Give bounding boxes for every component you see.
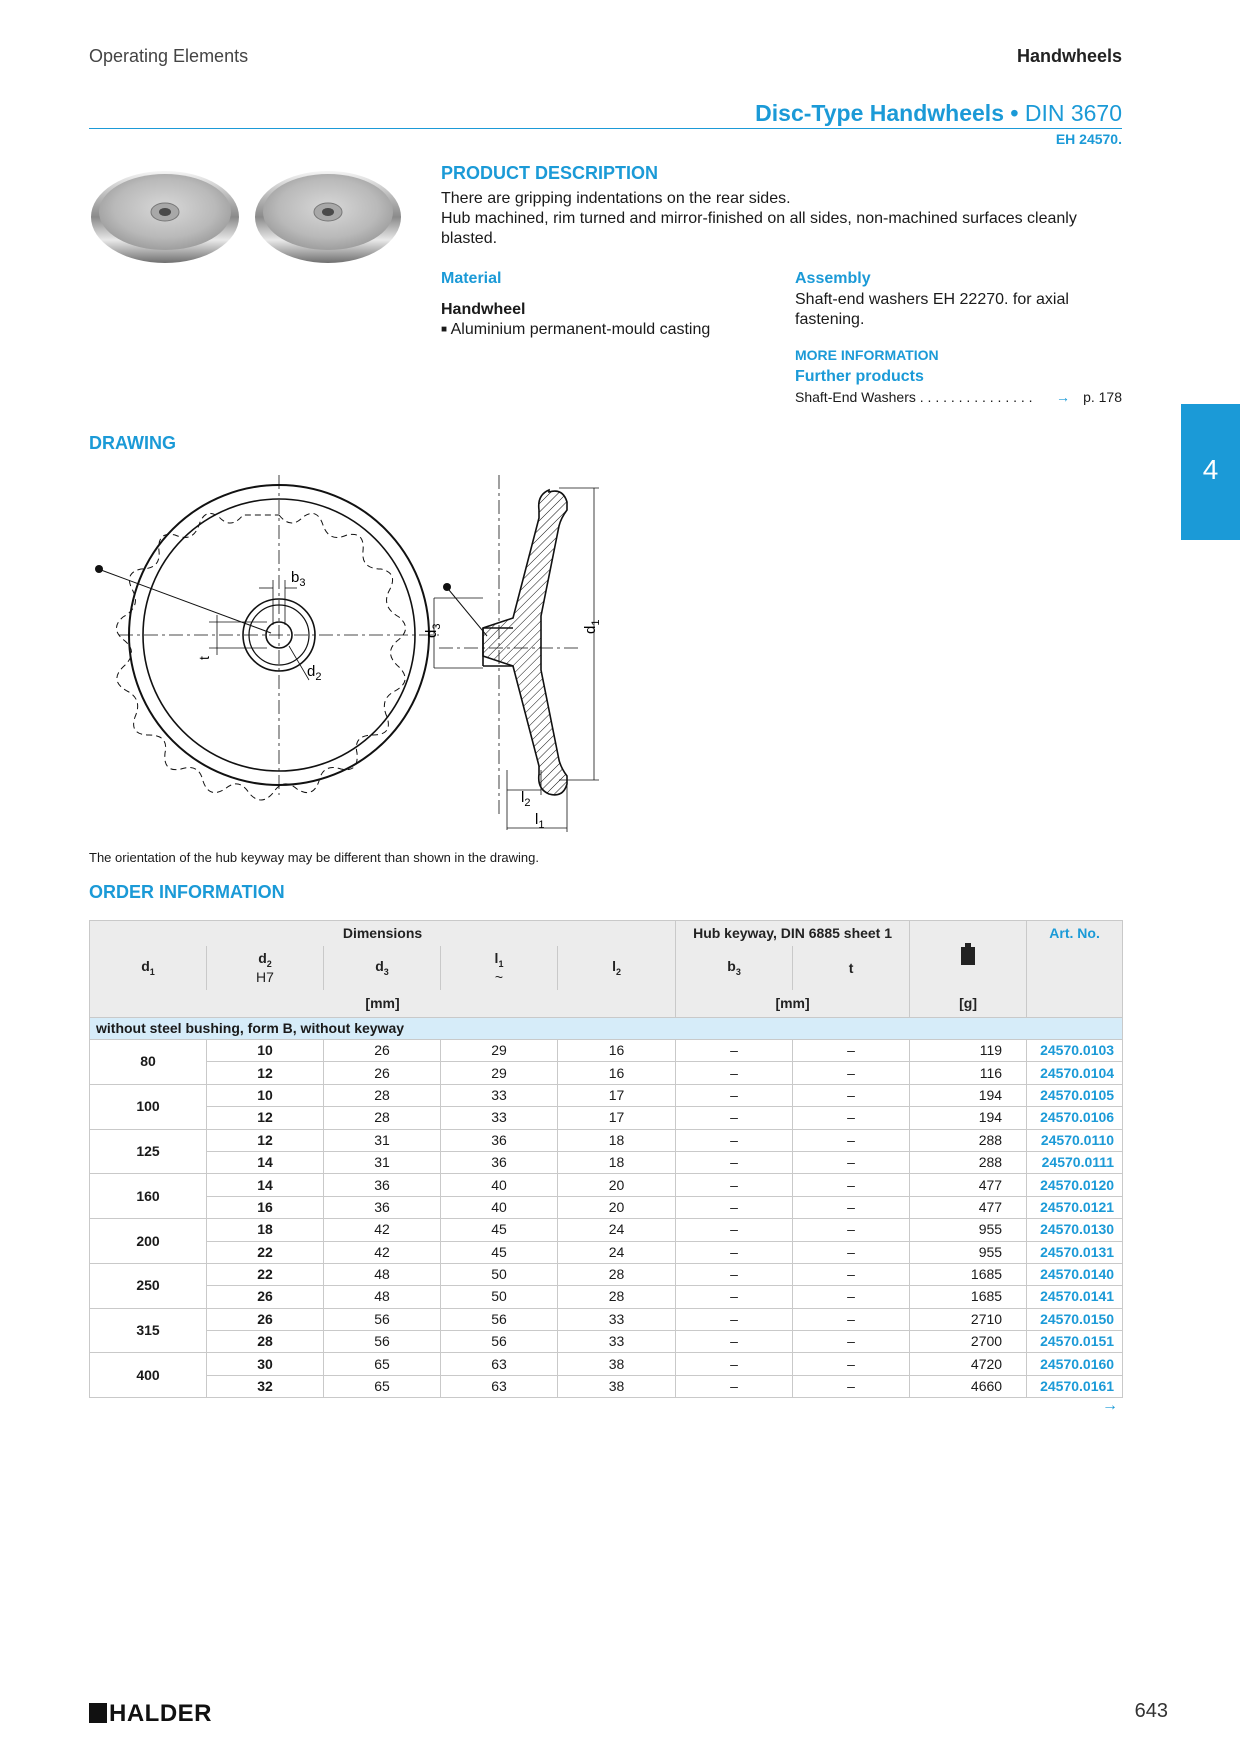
cell-weight: 2700 bbox=[910, 1331, 1027, 1353]
weight-header bbox=[910, 921, 1027, 990]
cell-b3: – bbox=[676, 1219, 793, 1241]
product-description-text bbox=[441, 189, 1121, 249]
bullet-icon: ■ bbox=[441, 324, 448, 335]
cell-t: – bbox=[793, 1129, 910, 1151]
label-l2: $l_2$ bbox=[521, 789, 531, 809]
cell-art-no[interactable]: 24570.0111 bbox=[1027, 1151, 1123, 1173]
cell-d2: 22 bbox=[207, 1263, 324, 1285]
cell-d1: 80 bbox=[90, 1040, 207, 1085]
cell-weight: 288 bbox=[910, 1151, 1027, 1173]
cell-l1: 63 bbox=[441, 1353, 558, 1375]
cell-l2: 33 bbox=[558, 1331, 676, 1353]
arrow-right-icon[interactable]: → bbox=[1056, 389, 1070, 405]
side-section-view bbox=[434, 475, 599, 832]
cell-b3: – bbox=[676, 1040, 793, 1062]
cell-t: – bbox=[793, 1174, 910, 1196]
cell-d1: 160 bbox=[90, 1174, 207, 1219]
cell-b3: – bbox=[676, 1375, 793, 1397]
cell-l1: 29 bbox=[441, 1040, 558, 1062]
label-t: t bbox=[196, 656, 212, 660]
col-l2-header: $l_2$ bbox=[558, 946, 676, 990]
table-row bbox=[90, 1286, 1123, 1308]
unit-mm-header: [mm] bbox=[90, 990, 676, 1018]
cell-d3: 31 bbox=[324, 1129, 441, 1151]
cell-d2: 28 bbox=[207, 1331, 324, 1353]
material-item-title: Handwheel bbox=[441, 301, 526, 318]
cell-b3: – bbox=[676, 1084, 793, 1106]
cell-weight: 1685 bbox=[910, 1286, 1027, 1308]
cell-weight: 4660 bbox=[910, 1375, 1027, 1397]
assembly-text: Shaft-end washers EH 22270. for axial fastening. bbox=[795, 291, 1069, 328]
table-row bbox=[90, 1375, 1123, 1397]
cell-t: – bbox=[793, 1286, 910, 1308]
cell-weight: 1685 bbox=[910, 1263, 1027, 1285]
cell-d2: 32 bbox=[207, 1375, 324, 1397]
cell-l1: 36 bbox=[441, 1129, 558, 1151]
cell-b3: – bbox=[676, 1353, 793, 1375]
cell-art-no[interactable]: 24570.0161 bbox=[1027, 1375, 1123, 1397]
table-row bbox=[90, 1174, 1123, 1196]
cell-d3: 42 bbox=[324, 1219, 441, 1241]
title-rule bbox=[89, 128, 1122, 129]
cell-weight: 288 bbox=[910, 1129, 1027, 1151]
marker-dot-icon bbox=[443, 583, 451, 591]
cell-weight: 119 bbox=[910, 1040, 1027, 1062]
cell-d2: 12 bbox=[207, 1062, 324, 1084]
cell-l2: 16 bbox=[558, 1062, 676, 1084]
cell-l2: 17 bbox=[558, 1107, 676, 1129]
cell-weight: 955 bbox=[910, 1219, 1027, 1241]
cell-art-no[interactable]: 24570.0103 bbox=[1027, 1040, 1123, 1062]
cell-t: – bbox=[793, 1196, 910, 1218]
table-row bbox=[90, 1151, 1123, 1173]
halder-logo: HALDER bbox=[89, 1700, 212, 1728]
cell-d2: 26 bbox=[207, 1308, 324, 1330]
further-products-heading: Further products bbox=[795, 368, 924, 385]
further-products-page-ref[interactable]: p. 178 bbox=[1083, 389, 1122, 405]
cell-art-no[interactable]: 24570.0150 bbox=[1027, 1308, 1123, 1330]
cell-d1: 100 bbox=[90, 1084, 207, 1129]
cell-d2: 12 bbox=[207, 1129, 324, 1151]
halder-logo-mark-icon bbox=[89, 1703, 107, 1723]
col-b3-header: $b_3$ bbox=[676, 946, 793, 990]
more-info-heading: MORE INFORMATION bbox=[795, 347, 939, 363]
cell-b3: – bbox=[676, 1062, 793, 1084]
col-d1-header: $d_1$ bbox=[90, 946, 207, 990]
technical-drawing bbox=[89, 470, 649, 840]
cell-b3: – bbox=[676, 1241, 793, 1263]
product-description-heading: PRODUCT DESCRIPTION bbox=[441, 163, 659, 183]
weight-icon bbox=[960, 943, 976, 965]
cell-l2: 24 bbox=[558, 1241, 676, 1263]
further-products-link[interactable] bbox=[795, 389, 1122, 405]
cell-art-no[interactable]: 24570.0105 bbox=[1027, 1084, 1123, 1106]
cell-d3: 36 bbox=[324, 1196, 441, 1218]
label-d3: $d_3$ bbox=[423, 623, 443, 638]
cell-l2: 20 bbox=[558, 1174, 676, 1196]
cell-l1: 29 bbox=[441, 1062, 558, 1084]
cell-b3: – bbox=[676, 1263, 793, 1285]
cell-b3: – bbox=[676, 1174, 793, 1196]
cell-d3: 31 bbox=[324, 1151, 441, 1173]
handwheel-photo-2 bbox=[255, 171, 401, 263]
cell-d3: 65 bbox=[324, 1353, 441, 1375]
cell-art-no[interactable]: 24570.0121 bbox=[1027, 1196, 1123, 1218]
cell-l2: 18 bbox=[558, 1129, 676, 1151]
cell-t: – bbox=[793, 1308, 910, 1330]
cell-art-no[interactable]: 24570.0160 bbox=[1027, 1353, 1123, 1375]
cell-art-no[interactable]: 24570.0151 bbox=[1027, 1331, 1123, 1353]
cell-l2: 18 bbox=[558, 1151, 676, 1173]
unit-mm-keyway-header: [mm] bbox=[676, 990, 910, 1018]
cell-art-no[interactable]: 24570.0141 bbox=[1027, 1286, 1123, 1308]
col-t-header: t bbox=[793, 946, 910, 990]
order-information-heading: ORDER INFORMATION bbox=[89, 882, 285, 902]
order-table bbox=[89, 920, 1123, 1398]
cell-l1: 56 bbox=[441, 1308, 558, 1330]
cell-l1: 45 bbox=[441, 1241, 558, 1263]
cell-t: – bbox=[793, 1241, 910, 1263]
cell-t: – bbox=[793, 1353, 910, 1375]
table-row bbox=[90, 1107, 1123, 1129]
cell-d3: 65 bbox=[324, 1375, 441, 1397]
cell-d1: 200 bbox=[90, 1219, 207, 1264]
col-d2-header: $d_2$ H7 bbox=[207, 946, 324, 990]
cell-d2: 26 bbox=[207, 1286, 324, 1308]
cell-t: – bbox=[793, 1375, 910, 1397]
cell-l1: 33 bbox=[441, 1107, 558, 1129]
cell-t: – bbox=[793, 1219, 910, 1241]
cell-d2: 12 bbox=[207, 1107, 324, 1129]
art-no-header: Art. No. bbox=[1027, 921, 1123, 990]
table-row bbox=[90, 1084, 1123, 1106]
cell-l1: 40 bbox=[441, 1196, 558, 1218]
marker-dot-icon bbox=[95, 565, 103, 573]
table-row bbox=[90, 1331, 1123, 1353]
page-number: 643 bbox=[1134, 1700, 1168, 1722]
order-table-body bbox=[90, 1018, 1123, 1398]
cell-d3: 48 bbox=[324, 1286, 441, 1308]
cell-l1: 50 bbox=[441, 1286, 558, 1308]
cell-weight: 477 bbox=[910, 1196, 1027, 1218]
cell-d1: 250 bbox=[90, 1263, 207, 1308]
cell-d2: 22 bbox=[207, 1241, 324, 1263]
table-row bbox=[90, 1196, 1123, 1218]
cell-d3: 26 bbox=[324, 1062, 441, 1084]
cell-t: – bbox=[793, 1263, 910, 1285]
cell-t: – bbox=[793, 1062, 910, 1084]
table-row bbox=[90, 1040, 1123, 1062]
dimensions-header: Dimensions bbox=[90, 921, 676, 946]
cell-b3: – bbox=[676, 1331, 793, 1353]
cell-d3: 26 bbox=[324, 1040, 441, 1062]
further-products-link-text[interactable]: Shaft-End Washers . . . . . . . . . . . . . . . bbox=[795, 389, 1033, 405]
art-no-unit-cell bbox=[1027, 990, 1123, 1018]
cell-b3: – bbox=[676, 1286, 793, 1308]
cell-t: – bbox=[793, 1331, 910, 1353]
cell-weight: 477 bbox=[910, 1174, 1027, 1196]
col-d3-header: $d_3$ bbox=[324, 946, 441, 990]
cell-l2: 20 bbox=[558, 1196, 676, 1218]
cell-t: – bbox=[793, 1151, 910, 1173]
cell-art-no[interactable]: 24570.0110 bbox=[1027, 1129, 1123, 1151]
section-label: Operating Elements bbox=[89, 46, 249, 66]
continue-arrow-icon[interactable]: → bbox=[1102, 1397, 1118, 1414]
cell-b3: – bbox=[676, 1308, 793, 1330]
page-title: Disc-Type Handwheels • DIN 3670 bbox=[755, 100, 1122, 126]
hub-keyway-header: Hub keyway, DIN 6885 sheet 1 bbox=[676, 921, 910, 946]
table-row bbox=[90, 1129, 1123, 1151]
cell-t: – bbox=[793, 1084, 910, 1106]
label-b3: $b_3$ bbox=[291, 569, 306, 589]
label-d1: $d_1$ bbox=[582, 619, 602, 634]
cell-b3: – bbox=[676, 1107, 793, 1129]
cell-d3: 56 bbox=[324, 1308, 441, 1330]
cell-l1: 63 bbox=[441, 1375, 558, 1397]
cell-weight: 4720 bbox=[910, 1353, 1027, 1375]
cell-d3: 56 bbox=[324, 1331, 441, 1353]
cell-weight: 2710 bbox=[910, 1308, 1027, 1330]
table-row bbox=[90, 1353, 1123, 1375]
material-item: ■ Aluminium permanent-mould casting bbox=[441, 321, 711, 338]
label-l1: $l_1$ bbox=[535, 811, 545, 831]
cell-d3: 28 bbox=[324, 1084, 441, 1106]
handwheel-photo-1 bbox=[91, 171, 239, 263]
table-row bbox=[90, 1241, 1123, 1263]
cell-b3: – bbox=[676, 1129, 793, 1151]
cell-art-no[interactable]: 24570.0120 bbox=[1027, 1174, 1123, 1196]
cell-d3: 42 bbox=[324, 1241, 441, 1263]
cell-weight: 194 bbox=[910, 1084, 1027, 1106]
cell-b3: – bbox=[676, 1196, 793, 1218]
cell-l2: 16 bbox=[558, 1040, 676, 1062]
cell-l1: 56 bbox=[441, 1331, 558, 1353]
description-line-2: Hub machined, rim turned and mirror-finished on all sides, non-machined surfaces cleanly blasted. bbox=[441, 210, 1077, 247]
cell-art-no[interactable]: 24570.0140 bbox=[1027, 1263, 1123, 1285]
category-label: Handwheels bbox=[1016, 46, 1122, 66]
cell-l2: 28 bbox=[558, 1286, 676, 1308]
cell-l1: 50 bbox=[441, 1263, 558, 1285]
front-view bbox=[101, 475, 439, 800]
cell-d2: 14 bbox=[207, 1174, 324, 1196]
cell-t: – bbox=[793, 1040, 910, 1062]
cell-l2: 28 bbox=[558, 1263, 676, 1285]
cell-l1: 36 bbox=[441, 1151, 558, 1173]
cell-weight: 955 bbox=[910, 1241, 1027, 1263]
cell-d1: 125 bbox=[90, 1129, 207, 1174]
table-row bbox=[90, 1308, 1123, 1330]
cell-d3: 36 bbox=[324, 1174, 441, 1196]
cell-l2: 38 bbox=[558, 1353, 676, 1375]
cell-art-no[interactable]: 24570.0131 bbox=[1027, 1241, 1123, 1263]
cell-art-no[interactable]: 24570.0106 bbox=[1027, 1107, 1123, 1129]
cell-art-no[interactable]: 24570.0130 bbox=[1027, 1219, 1123, 1241]
cell-d1: 400 bbox=[90, 1353, 207, 1398]
cell-l2: 24 bbox=[558, 1219, 676, 1241]
cell-d2: 16 bbox=[207, 1196, 324, 1218]
cell-d2: 30 bbox=[207, 1353, 324, 1375]
variant-band: without steel bushing, form B, without keyway bbox=[90, 1018, 1123, 1040]
cell-l1: 45 bbox=[441, 1219, 558, 1241]
assembly-heading: Assembly bbox=[795, 270, 871, 287]
cell-art-no[interactable]: 24570.0104 bbox=[1027, 1062, 1123, 1084]
cell-d1: 315 bbox=[90, 1308, 207, 1353]
chapter-tab-number[interactable]: 4 bbox=[1202, 454, 1219, 485]
cell-d2: 18 bbox=[207, 1219, 324, 1241]
table-row bbox=[90, 1263, 1123, 1285]
cell-l2: 38 bbox=[558, 1375, 676, 1397]
label-d2: $d_2$ bbox=[307, 663, 322, 683]
material-heading: Material bbox=[441, 270, 502, 287]
description-line-1: There are gripping indentations on the rear sides. bbox=[441, 190, 791, 207]
drawing-heading: DRAWING bbox=[89, 433, 176, 453]
cell-l1: 33 bbox=[441, 1084, 558, 1106]
cell-l2: 33 bbox=[558, 1308, 676, 1330]
table-row bbox=[90, 1062, 1123, 1084]
cell-weight: 116 bbox=[910, 1062, 1027, 1084]
cell-d3: 28 bbox=[324, 1107, 441, 1129]
cell-d2: 14 bbox=[207, 1151, 324, 1173]
cell-l2: 17 bbox=[558, 1084, 676, 1106]
cell-l1: 40 bbox=[441, 1174, 558, 1196]
product-id: EH 24570. bbox=[1055, 131, 1122, 147]
drawing-note: The orientation of the hub keyway may be different than shown in the drawing. bbox=[89, 850, 539, 865]
cell-d3: 48 bbox=[324, 1263, 441, 1285]
cell-b3: – bbox=[676, 1151, 793, 1173]
cell-d2: 10 bbox=[207, 1040, 324, 1062]
table-row bbox=[90, 1219, 1123, 1241]
cell-t: – bbox=[793, 1107, 910, 1129]
chapter-tab[interactable] bbox=[1181, 404, 1240, 540]
product-photos bbox=[88, 160, 408, 270]
unit-g-header: [g] bbox=[910, 990, 1027, 1018]
col-l1-header: $l_1$ ~ bbox=[441, 946, 558, 990]
cell-d2: 10 bbox=[207, 1084, 324, 1106]
cell-weight: 194 bbox=[910, 1107, 1027, 1129]
